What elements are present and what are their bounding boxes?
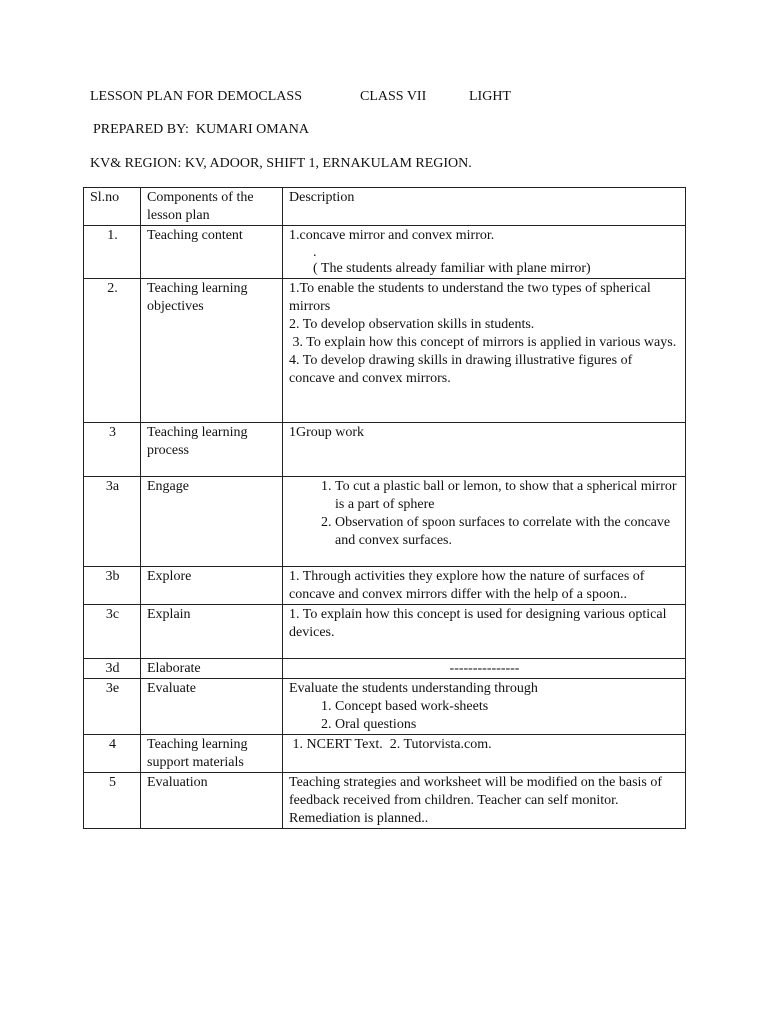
row-component: Explain bbox=[141, 605, 283, 659]
row-component: Teaching learning support materials bbox=[141, 735, 283, 773]
row-description bbox=[283, 735, 686, 773]
row-number: 3 bbox=[84, 423, 141, 477]
list-item: 1. To cut a plastic ball or lemon, to show that a spherical mirror is a part of sphere bbox=[335, 478, 680, 514]
row-description bbox=[283, 605, 686, 659]
row-description bbox=[283, 423, 686, 477]
list-item: 1. Concept based work-sheets bbox=[335, 698, 680, 716]
row-description bbox=[283, 279, 686, 423]
table-row bbox=[84, 735, 686, 773]
row-component: Engage bbox=[141, 477, 283, 567]
row-number: 3c bbox=[84, 605, 141, 659]
description-line: Evaluate the students understanding through bbox=[289, 681, 538, 696]
row-component: Teaching learning process bbox=[141, 423, 283, 477]
class-label: CLASS VII bbox=[360, 89, 427, 104]
prepared-by: PREPARED BY: KUMARI OMANA bbox=[93, 122, 310, 137]
description-line: 1.To enable the students to understand the two types of spherical mirrors bbox=[289, 281, 651, 314]
table-row bbox=[84, 423, 686, 477]
row-description bbox=[283, 567, 686, 605]
row-component: Elaborate bbox=[141, 659, 283, 679]
engage-list bbox=[289, 478, 680, 550]
row-number: 3d bbox=[84, 659, 141, 679]
row-description bbox=[283, 773, 686, 829]
column-header-components: Components of the lesson plan bbox=[141, 188, 283, 226]
table-row bbox=[84, 567, 686, 605]
row-number: 5 bbox=[84, 773, 141, 829]
column-header-description: Description bbox=[283, 188, 686, 226]
row-number: 2. bbox=[84, 279, 141, 423]
evaluate-list bbox=[289, 698, 680, 734]
table-row bbox=[84, 659, 686, 679]
description-line: 4. To develop drawing skills in drawing illustrative figures of concave and convex mirrors. bbox=[289, 353, 633, 386]
list-item: 2. Oral questions bbox=[335, 716, 680, 734]
list-item: 2. Observation of spoon surfaces to correlate with the concave and convex surfaces. bbox=[335, 514, 680, 550]
row-component: Evaluate bbox=[141, 679, 283, 735]
row-number: 4 bbox=[84, 735, 141, 773]
row-number: 3b bbox=[84, 567, 141, 605]
description-line: 1. Through activities they explore how the nature of surfaces of concave and convex mirrors differ with the help of a spoon.. bbox=[289, 569, 645, 602]
row-description bbox=[283, 477, 686, 567]
table-row bbox=[84, 773, 686, 829]
row-component: Explore bbox=[141, 567, 283, 605]
lesson-plan-title: LESSON PLAN FOR DEMOCLASS bbox=[90, 89, 302, 104]
description-line: 1. To explain how this concept is used for designing various optical devices. bbox=[289, 607, 667, 640]
description-line: ( The students already familiar with plane mirror) bbox=[313, 261, 591, 276]
region-info: KV& REGION: KV, ADOOR, SHIFT 1, ERNAKULAM REGION. bbox=[90, 156, 472, 171]
description-line: --------------- bbox=[449, 661, 520, 676]
row-number: 1. bbox=[84, 226, 141, 279]
description-line: 1.concave mirror and convex mirror. bbox=[289, 228, 495, 243]
table-row bbox=[84, 605, 686, 659]
subject-label: LIGHT bbox=[469, 89, 511, 104]
row-number: 3e bbox=[84, 679, 141, 735]
column-header-slno: Sl.no bbox=[84, 188, 141, 226]
row-component: Teaching learning objectives bbox=[141, 279, 283, 423]
row-component: Evaluation bbox=[141, 773, 283, 829]
description-line: 3. To explain how this concept of mirrors is applied in various ways. bbox=[289, 335, 677, 350]
table-row bbox=[84, 226, 686, 279]
row-component: Teaching content bbox=[141, 226, 283, 279]
row-number: 3a bbox=[84, 477, 141, 567]
description-line: 1Group work bbox=[289, 425, 365, 440]
description-line: Teaching strategies and worksheet will be modified on the basis of feedback received from children. Teacher can self monitor. Remediation is planned.. bbox=[289, 775, 663, 826]
table-header-row bbox=[84, 188, 686, 226]
description-line: 1. NCERT Text. 2. Tutorvista.com. bbox=[289, 737, 492, 752]
row-description bbox=[283, 226, 686, 279]
lesson-plan-table bbox=[83, 187, 686, 829]
table-row bbox=[84, 679, 686, 735]
row-description bbox=[283, 659, 686, 679]
description-line: 2. To develop observation skills in students. bbox=[289, 317, 535, 332]
description-line: . bbox=[313, 245, 317, 260]
table-row bbox=[84, 477, 686, 567]
table-row bbox=[84, 279, 686, 423]
row-description bbox=[283, 679, 686, 735]
